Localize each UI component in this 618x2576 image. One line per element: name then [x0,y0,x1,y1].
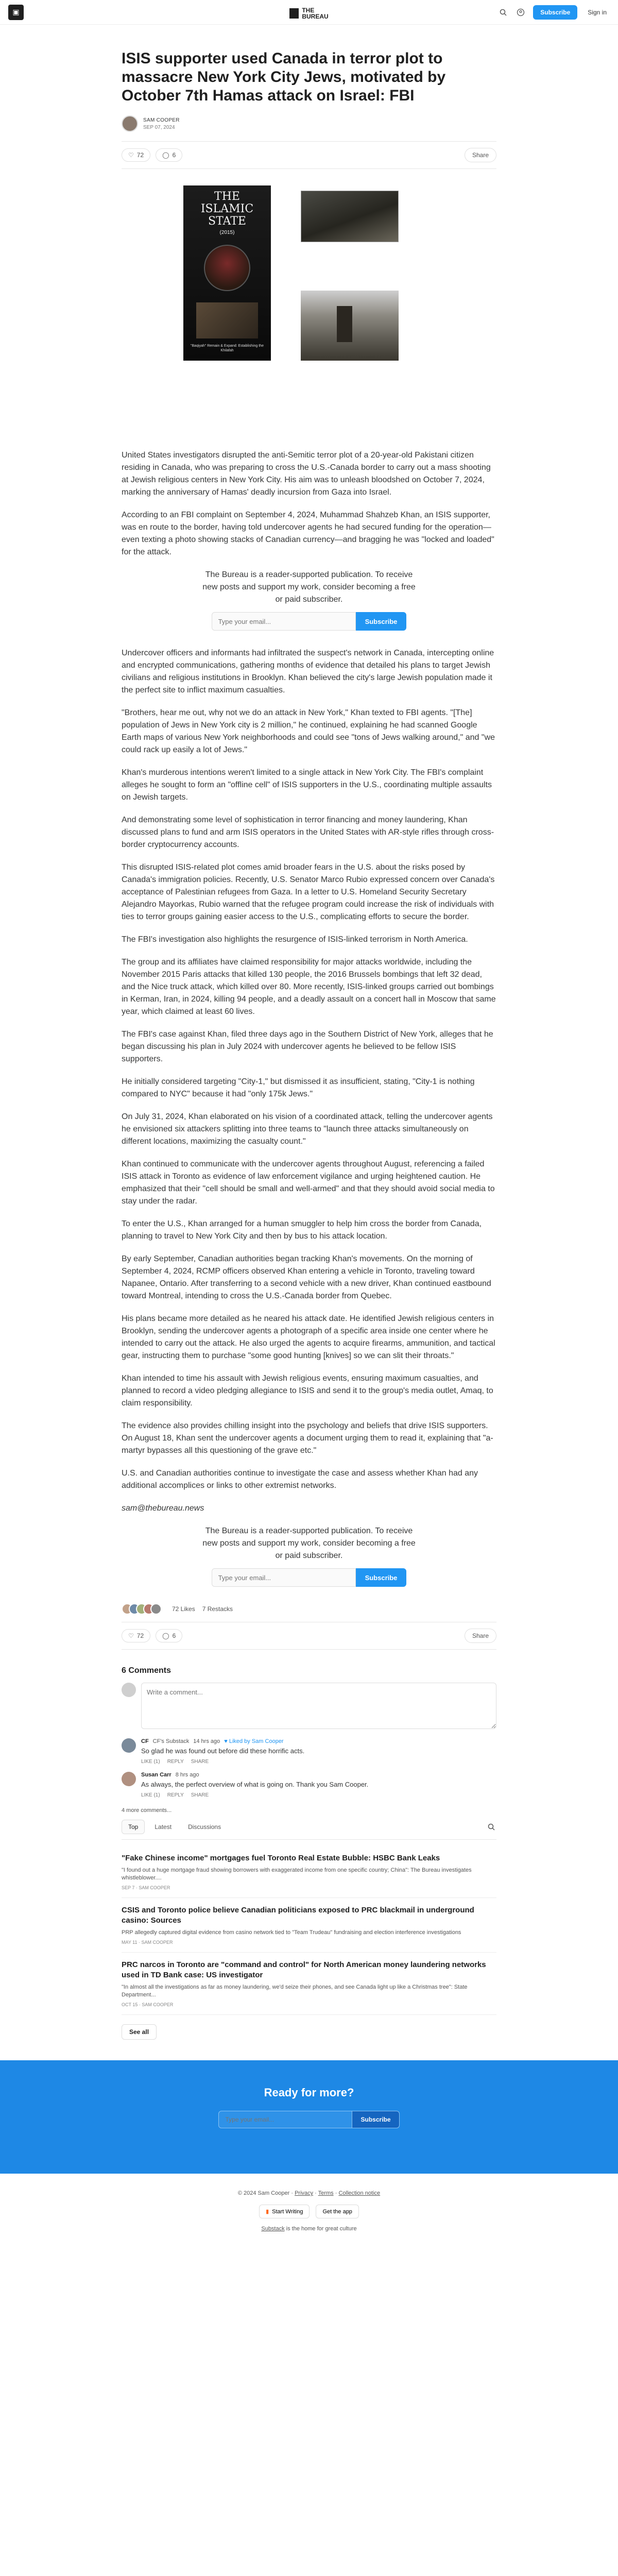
email-input[interactable] [212,612,356,631]
paragraph-3: Undercover officers and informants had infiltrated the suspect's network in Canada, intercepting online and encrypted communications, gathering months of evidence that detailed his plans to target Jewish civilians and religious institutions in Brooklyn. Khan believed the city's large Jewish population made it the perfect site to inflict maximum casualties. [122,649,494,694]
paragraph-12: On July 31, 2024, Khan elaborated on his vision of a coordinated attack, telling the undercover agents he envisioned six attackers splitting into three teams to "launch three attacks simultaneously on different locations, maximizing the casualty count." [122,1112,493,1146]
archive-post-subtitle: "In almost all the investigations as far as money laundering, we'd seize their phones, and see Canada light up like a Christmas tree": State Department... [122,1984,468,1998]
paragraph-4: "Brothers, hear me out, why not we do an attack in New York," Khan texted to FBI agents. "[The] population of Jews in New York city is 2 million," he continued, explaining he had scanned Google Earth maps of various New York neighborhoods and could see "tons of Jews walking around," and "we could rack up easily a lot of Jews." [122,708,495,754]
start-writing-button[interactable] [259,2205,310,2218]
restacks-count-text: 7 Restacks [202,1605,233,1613]
paragraph-6: And demonstrating some level of sophistication in terror financing and money laundering, Khan discussed plans to fund and arm ISIS operators in the United States with AR-style rifles through cross-border cryptocurrency accounts. [122,816,494,849]
archive-post-title[interactable]: PRC narcos in Toronto are "command and control" for North American money laundering networks used in TD Bank case: US investigator [122,1960,486,1979]
comment-like-button[interactable]: LIKE (1) [141,1759,160,1765]
like-count: 72 [136,1632,144,1639]
archive-post-title[interactable]: "Fake Chinese income" mortgages fuel Toronto Real Estate Bubble: HSBC Bank Leaks [122,1854,440,1862]
subscribe-widget-button[interactable]: Subscribe [356,1568,407,1587]
comment-button[interactable] [156,148,182,162]
paragraph-18: The evidence also provides chilling insight into the psychology and beliefs that drive ISIS supporters. On August 18, Khan sent the undercover agents a document urging them to read it, explaining that "a-martyr bypasses all this questioning of the grave etc." [122,1421,493,1455]
comment-share-button[interactable]: SHARE [191,1759,209,1765]
subscribe-widget-button[interactable]: Subscribe [356,612,407,631]
comment-body: As always, the perfect overview of what is going on. Thank you Sam Cooper. [141,1781,369,1788]
ready-email-input[interactable] [218,2111,352,2128]
share-button[interactable]: Share [465,1629,496,1643]
post-article [122,25,496,2060]
paragraph-10: The FBI's case against Khan, filed three days ago in the Southern District of New York, alleges that he began discussing his plan in July 2024 with undercover agents he believed to be fellow ISIS supporters. [122,1030,493,1063]
liked-by-author-badge: ♥ Liked by Sam Cooper [224,1738,284,1744]
like-button[interactable] [122,1629,150,1642]
comment-body: So glad he was found out before did these horrific acts. [141,1747,305,1755]
archive-post-meta: SEP 7 · SAM COOPER [122,1885,170,1890]
archive-post-meta: OCT 15 · SAM COOPER [122,2002,174,2007]
post-date: SEP 07, 2024 [143,124,175,130]
footer-collection-link[interactable]: Collection notice [338,2190,381,2196]
comment-button[interactable] [156,1629,182,1642]
archive-tabs-row [122,1820,496,1840]
subscribe-button[interactable]: Subscribe [533,5,577,20]
author-name[interactable]: SAM COOPER [143,117,180,123]
comment-count: 6 [172,1632,176,1639]
archive-post-title[interactable]: CSIS and Toronto police believe Canadian politicians exposed to PRC blackmail in underground casino: Sources [122,1906,474,1925]
email-input[interactable] [212,1568,356,1587]
more-comments-link[interactable]: 4 more comments... [122,1807,172,1814]
comment-reply-button[interactable]: REPLY [167,1759,184,1765]
paragraph-16: His plans became more detailed as he neared his attack date. He identified Jewish religious centers in Brooklyn, sending the undercover agents a photograph of a specific area inside one center where he intended to carry out the attack. He also urged the agents to acquire firearms, ammunition, and tactical gear, instructing them to purchase "some good hunting [knives] so we can slit their throats." [122,1314,495,1360]
footer-copyright: © 2024 Sam Cooper [237,2190,290,2196]
footer-tagline: is the home for great culture [284,2226,357,2232]
ready-for-more-banner [0,2060,618,2174]
paragraph-5: Khan's murderous intentions weren't limited to a single attack in New York City. The FBI's complaint alleges he sought to form an "offline cell" of ISIS supporters in the U.S., coordinating multiple assaults on Jewish targets. [122,768,492,802]
tab-top[interactable]: Top [122,1820,145,1834]
archive-post[interactable] [122,1898,496,1953]
archive-post-subtitle: PRP allegedly captured digital evidence from casino network tied to "Team Trudeau" fundraising and election interference investigations [122,1929,461,1936]
post-actions-bottom [122,1622,496,1650]
subscribe-widget [122,569,496,631]
comment-compose [122,1683,496,1729]
paragraph-2: According to an FBI complaint on September 4, 2024, Muhammad Shahzeb Khan, an ISIS supporter, was en route to the border, having told undercover agents he had secured funding for the operation—even texting a photo showing stacks of Canadian currency—and bragging he was "locked and loaded" for the attack. [122,511,494,556]
likes-summary[interactable] [122,1603,496,1615]
paragraph-13: Khan continued to communicate with the undercover agents throughout August, referencing a failed ISIS attack in Toronto as evidence of law enforcement vigilance and urging heightened caution. He emphasized that their "cell should be small and well-armed" and that they should avoid social media to stay under the radar. [122,1160,495,1206]
footer-privacy-link[interactable]: Privacy [295,2190,314,2196]
substack-link[interactable]: Substack [261,2226,285,2232]
search-icon[interactable] [486,1822,496,1832]
comment-time: 14 hrs ago [193,1738,220,1744]
paragraph-8: The FBI's investigation also highlights the resurgence of ISIS-linked terrorism in North America. [122,935,468,944]
post-actions-top [122,141,496,169]
get-app-button[interactable]: Get the app [316,2205,359,2218]
like-count: 72 [136,151,144,159]
archive-post[interactable] [122,1953,496,2015]
signin-button[interactable]: Sign in [585,5,610,20]
share-button[interactable]: Share [465,148,496,162]
comment-icon: ◯ [162,151,169,159]
archive-post[interactable] [122,1846,496,1898]
user-avatar [122,1683,136,1697]
heart-icon: ♡ [128,1632,134,1639]
comment-time: 8 hrs ago [175,1772,199,1778]
poster-caption: "Baqiyah" Remain & Expand: Establishing the Khilafah [191,344,264,352]
commenter-name[interactable]: Susan Carr [141,1772,171,1778]
author-email[interactable]: sam@thebureau.news [122,1504,204,1513]
paragraph-15: By early September, Canadian authorities began tracking Khan's movements. On the morning of September 4, 2024, RCMP officers observed Khan entering a vehicle in Toronto, traveling toward Napanee, Ontario. After transferring to a second vehicle with a new driver, Khan continued eastbound toward Montreal, intending to cross the U.S.-Canada border from Quebec. [122,1255,491,1300]
author-avatar[interactable] [122,115,138,132]
see-all-button[interactable]: See all [122,2024,157,2040]
subscribe-widget-text: The Bureau is a reader-supported publication. To receive new posts and support my work, consider becoming a free or paid subscriber. [202,1527,416,1560]
paragraph-14: To enter the U.S., Khan arranged for a human smuggler to help him cross the border from Canada, planning to travel to New York City and then by bus to his attack location. [122,1219,482,1241]
commenter-avatar[interactable] [122,1738,136,1753]
start-writing-label: Start Writing [272,2208,303,2215]
paragraph-9: The group and its affiliates have claimed responsibility for major attacks worldwide, including the November 2015 Paris attacks that killed 130 people, the 2016 Brussels bombings that left 32 dead, and the Nice truck attack, which killed over 80. More recently, ISIS-linked groups carried out bombings in Kerman, Iran, in 2024, killing 94 people, and a deadly assault on a concert hall in Moscow that same year, which claimed at least 60 lives. [122,958,496,1016]
likes-count-text: 72 Likes [172,1605,195,1613]
footer-terms-link[interactable]: Terms [318,2190,334,2196]
tab-discussions[interactable]: Discussions [181,1820,228,1834]
post-title: ISIS supporter used Canada in terror plot to massacre New York City Jews, motivated by October 7th Hamas attack on Israel: FBI [122,50,446,104]
comment-reply-button[interactable]: REPLY [167,1792,184,1798]
bureau-mark-icon [289,8,299,19]
comment-icon: ◯ [162,1632,169,1639]
post-hero-image[interactable] [122,185,496,425]
archive-post-meta: MAY 11 · SAM COOPER [122,1940,173,1945]
street-photo [301,291,399,361]
paragraph-7: This disrupted ISIS-related plot comes amid broader fears in the U.S. about the risks posed by Canada's immigration policies. Recently, U.S. Senator Marco Rubio expressed concern over Canada's acceptance of Palestinian refugees from Gaza. In a letter to U.S. Homeland Security Secretary Alejandro Mayorkas, Rubio warned that the refugee program could increase the risk of individuals with ties to terror groups gaining easier access to the U.S., complicating efforts to secure the border. [122,863,495,921]
liker-avatars [122,1603,158,1615]
byline [122,115,496,132]
ready-title: Ready for more? [264,2086,354,2099]
publication-name-line1: THE [302,7,315,14]
publication-logo[interactable] [8,5,24,20]
comment-share-button[interactable]: SHARE [191,1792,209,1798]
heart-icon: ♡ [128,151,134,159]
paragraph-17: Khan intended to time his assault with Jewish religious events, ensuring maximum casualties, and planned to record a video pledging allegiance to ISIS and send it to the group's media outlet, Amaq, to claim responsibility. [122,1374,493,1408]
comments-heading: 6 Comments [122,1666,171,1675]
ready-subscribe-button[interactable]: Subscribe [352,2111,399,2128]
comment-item [122,1772,496,1798]
account-icon[interactable] [516,7,526,18]
like-button[interactable] [122,148,150,162]
archive-post-subtitle: "I found out a huge mortgage fraud showing borrowers with exaggerated income from one specific country; China": The Bureau investigates whistleblower.... [122,1867,472,1881]
commenter-publication[interactable]: CF's Substack [152,1738,190,1744]
commenter-name[interactable]: CF [141,1738,149,1744]
comment-input[interactable] [141,1683,496,1729]
subscribe-widget-bottom [122,1525,496,1587]
comment-like-button[interactable]: LIKE (1) [141,1792,160,1798]
liker-avatar [150,1603,162,1615]
poster-title: THE ISLAMIC STATE [200,190,254,228]
search-icon[interactable] [498,7,508,18]
poster-year: (2015) [219,230,235,235]
comment-item [122,1738,496,1765]
tab-latest[interactable]: Latest [148,1820,178,1834]
poster-emblem [204,245,250,291]
footer: © 2024 Sam Cooper · Privacy · Terms · Collection notice ▮ Start Writing Get the app Substack is the home for great culture [237,2190,381,2232]
subscribe-widget-text: The Bureau is a reader-supported publication. To receive new posts and support my work, consider becoming a free or paid subscriber. [202,570,416,604]
publication-title[interactable] [289,7,328,20]
publication-name-line2: BUREAU [302,13,329,20]
top-navigation-bar [0,0,618,25]
fighters-photo [301,191,399,242]
paragraph-1: United States investigators disrupted the anti-Semitic terror plot of a 20-year-old Pakistani citizen residing in Canada, who was preparing to cross the U.S.-Canada border to carry out a mass shooting at Jewish religious centers in New York City. His aim was to unleash bloodshed on October 7, 2024, marking the anniversary of Hamas' deadly incursion from Gaza into Israel. [122,451,491,497]
substack-icon: ▮ [266,2209,269,2215]
comment-count: 6 [172,151,176,159]
poster-artwork [196,302,258,338]
paragraph-19: U.S. and Canadian authorities continue to investigate the case and assess whether Khan had any additional accomplices or links to other extremist networks. [122,1469,478,1490]
isis-poster-image [183,185,271,361]
paragraph-11: He initially considered targeting "City-1," but dismissed it as insufficient, stating, "City-1 is nothing compared to NYC" because it had "only 175k Jews." [122,1077,475,1098]
logo-glyph: ▣ [12,8,20,16]
commenter-avatar[interactable] [122,1772,136,1786]
